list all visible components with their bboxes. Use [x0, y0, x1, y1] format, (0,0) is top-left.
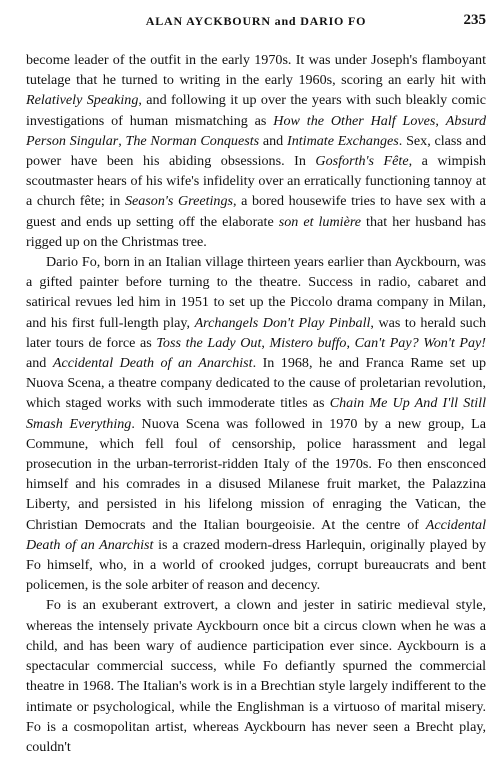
italic-title-run: Absurd Person Singular [26, 112, 486, 149]
page-number: 235 [463, 12, 486, 28]
running-head-title: ALAN AYCKBOURN and DARIO FO [145, 14, 367, 28]
body-text [26, 50, 486, 757]
italic-title-run: Mistero buffo [269, 334, 347, 351]
paragraph-2 [26, 252, 486, 595]
italic-title-run: Accidental Death of an Anarchist [52, 355, 253, 372]
italic-title-run: Relatively Speaking [26, 92, 139, 109]
text-run: , a wimpish scoutmaster hears of his wife's infidelity over an erratically functioning tannoy at a church fête; in [26, 153, 486, 210]
text-run: that her husband has rigged up on the Christmas tree. [26, 213, 486, 250]
italic-title-run: Can't Pay? Won't Pay! [354, 334, 486, 351]
text-run: , [118, 132, 126, 149]
text-run: , [346, 334, 355, 351]
italic-title-run: Chain Me Up And I'll Still Smash Everything [26, 395, 486, 432]
italic-title-run: Accidental Death of an Anarchist [26, 516, 486, 553]
text-run: , was to herald such later tours de force as [26, 314, 487, 351]
text-run: . Sex, class and power have been his abiding obsessions. In [26, 132, 486, 170]
italic-title-run: son et lumière [278, 213, 362, 230]
italic-title-run: Archangels Don't Play Pinball [194, 314, 371, 331]
text-run: , [261, 334, 270, 351]
text-run: , [435, 112, 446, 129]
italic-title-run: The Norman Conquests [125, 132, 260, 149]
text-run: , a bored housewife tries to have sex with a guest and ends up setting off the elaborate [26, 193, 486, 230]
italic-title-run: Intimate Exchanges [287, 132, 399, 149]
text-run: and [259, 132, 287, 149]
italic-title-run: Gosforth's Fête [315, 153, 409, 170]
italic-title-run: Season's Greetings [124, 193, 234, 210]
text-run: . In 1968, he and Franca Rame set up Nuova Scena, a theatre company dedicated to the cause of proletarian revolution, which staged works with such immoderate titles as [26, 355, 486, 412]
text-run: and [26, 355, 53, 372]
paragraph-3 [26, 595, 486, 757]
text-run: . Nuova Scena was followed in 1970 by a new group, La Commune, which fell foul of censorship, police harassment and legal prosecution in the urban-terrorist-ridden Italy of the 1970s. Fo then ensconced himself and his comrades in a disused Milanese fruit market, the Palazzina Liberty, and persisted in his lifelong mission of enraging the Vatican, the Christian Democrats and the Italian bourgeoisie. At the centre of [26, 415, 486, 533]
text-run: is a crazed modern-dress Harlequin, originally played by Fo himself, who, in a world of crooked judges, corrupt bureaucrats and bent policemen, is the sole arbiter of reason and decency. [26, 536, 486, 594]
text-run: become leader of the outfit in the early 1970s. It was under Joseph's flamboyant tutelage that he turned to writing in the early 1960s, scoring an early hit with [26, 52, 486, 89]
running-head [26, 14, 486, 36]
italic-title-run: Toss the Lady Out [156, 334, 262, 351]
paragraph-1 [26, 50, 486, 252]
book-page [26, 14, 486, 754]
text-run: , and following it up over the years with such bleakly comic investigations of human mismatching as [26, 92, 486, 129]
italic-title-run: How the Other Half Loves [273, 112, 436, 129]
text-run: Dario Fo, born in an Italian village thirteen years earlier than Ayckbourn, was a gifted painter before turning to the theatre. Success in radio, cabaret and satirical revues led him in 1951 to set up the Piccolo drama company in Milan, and his first full-length play, [26, 254, 486, 331]
text-run: Fo is an exuberant extrovert, a clown and jester in satiric medieval style, whereas the intensely private Ayckbourn once bit a circus clown when he was a child, and has been wary of audience participation ever since. Ayckbourn is a spectacular commercial success, while Fo defiantly spurned the commercial theatre in 1968. The Italian's work is in a Brechtian style largely indifferent to the intimate or psychological, while the Englishman is a virtuoso of marital misery. Fo is a cosmopolitan artist, whereas Ayckbourn has never seen a Brecht play, couldn't [26, 597, 486, 755]
